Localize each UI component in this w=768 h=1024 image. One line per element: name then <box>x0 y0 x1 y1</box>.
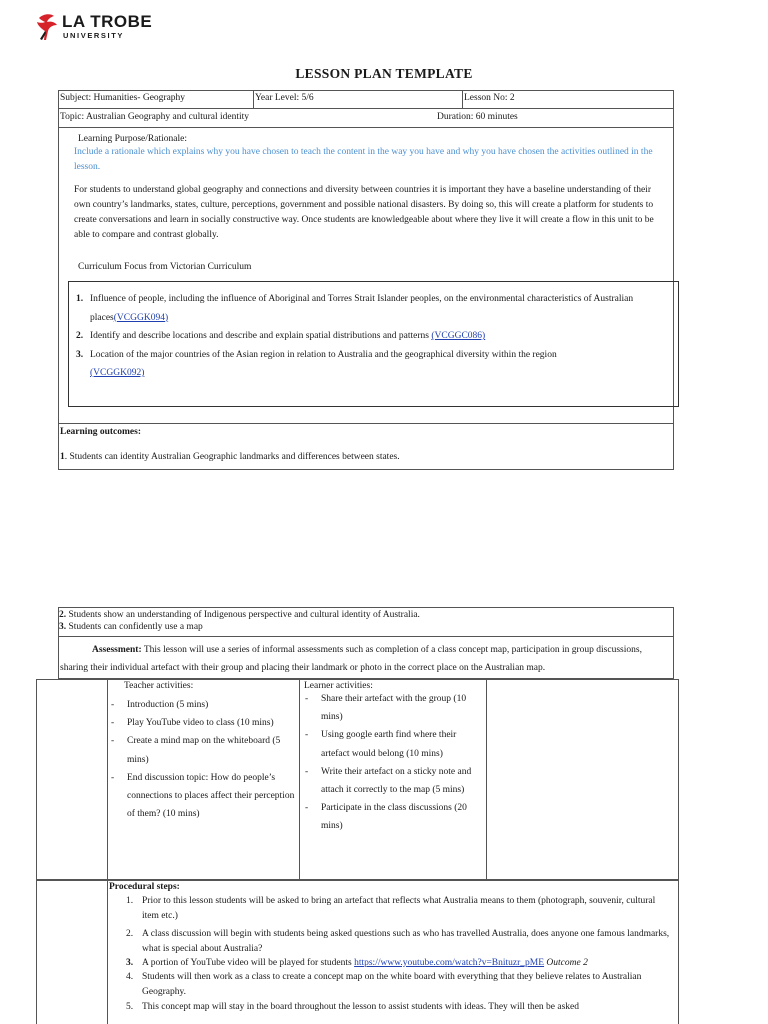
teacher-activities-heading: Teacher activities: <box>124 681 194 691</box>
outcome-item-2: 2. Students show an understanding of Indigenous perspective and cultural identity of Australia. <box>59 610 420 620</box>
list-item: - Share their artefact with the group (10 mins) <box>305 694 467 723</box>
list-item: - Write their artefact on a sticky note and attach it correctly to the map (5 mins) <box>305 766 472 796</box>
outcome-item-1: 1. Students can identity Australian Geographic landmarks and differences between states. <box>60 452 400 462</box>
document-title: LESSON PLAN TEMPLATE <box>295 66 473 81</box>
duration-field: Duration: 60 minutes <box>437 112 518 122</box>
list-item: - End discussion topic: How do people’s connections to places affect their perception of them? (10 mins) <box>111 772 295 820</box>
procedure-step: 2. A class discussion will begin with students being asked questions such as who has travelled Australia, does anyone one famous landmarks, what is special about Australia? <box>126 929 670 954</box>
la-trobe-logo-icon <box>36 12 58 42</box>
procedure-step: 5. This concept map will stay in the board throughout the lesson to assist students with ideas. They will then be asked <box>126 1002 580 1012</box>
procedure-step: 3. A portion of YouTube video will be played for students https://www.youtube.com/watch?v=Bnituzr_pME Outcome 2 <box>126 958 588 968</box>
outcome-item-3: 3. Students can confidently use a map <box>59 622 203 632</box>
learner-activities-heading: Learner activities: <box>304 681 373 691</box>
curriculum-item <box>76 327 674 346</box>
item-number: 2. <box>76 331 84 341</box>
curriculum-item <box>76 346 674 383</box>
logo-name: LA TROBE <box>62 12 153 31</box>
list-item: - Create a mind map on the whiteboard (5 mins) <box>111 736 281 765</box>
item-text: Influence of people, including the influence of Aboriginal and Torres Strait Islander peoples, on the environmental characteristics of Australian places <box>90 294 634 323</box>
list-item: - Using google earth find where their artefact would belong (10 mins) <box>305 730 457 759</box>
curriculum-code-link[interactable]: (VCGGC086) <box>431 331 486 341</box>
procedure-step: 1. Prior to this lesson students will be asked to bring an artefact that reflects what Australia means to them (photograph, souvenir, cultural item etc.) <box>126 896 656 921</box>
curriculum-code-link[interactable]: (VCGGK092) <box>90 368 145 378</box>
assessment-text: This lesson will use a series of informal assessments such as completion of a class concept map, participation in group discussions, sharing their individual artefact with their group and placing their landmark or photo in the correct place on the Australian map. <box>60 645 642 673</box>
list-item: - Play YouTube video to class (10 mins) <box>111 718 274 729</box>
item-number: 1. <box>76 294 84 304</box>
outcomes-heading: Learning outcomes: <box>60 427 142 437</box>
curriculum-code-link[interactable]: (VCGGK094) <box>113 312 169 323</box>
curriculum-item <box>76 290 674 327</box>
list-item: - Introduction (5 mins) <box>111 700 209 710</box>
purpose-rationale: For students to understand global geography and connections and diversity between countries it is important they have a baseline understanding of their own country’s landmarks, states, culture, perceptions, government and possible national disasters. By doing so, this will create a platform for students to create conversations and learn in socially constructive way. Once students are knowledgeable about where they live it will create a flow in this unit to be able to compare and contrast globally. <box>74 185 654 240</box>
item-number: 3. <box>76 349 84 360</box>
procedure-step: 4. Students will then work as a class to create a concept map on the white board with everything that they believe relates to Australian Geography. <box>126 972 642 997</box>
purpose-heading: Learning Purpose/Rationale: <box>78 134 187 144</box>
procedure-heading: Procedural steps: <box>109 882 180 892</box>
item-text: Location of the major countries of the Asian region in relation to Australia and the geographical diversity within the region <box>90 349 557 360</box>
youtube-link[interactable]: https://www.youtube.com/watch?v=Bnituzr_pME <box>354 958 545 968</box>
assessment-label: Assessment: <box>92 645 142 655</box>
curriculum-list <box>76 290 674 383</box>
procedure-list <box>126 894 674 1015</box>
purpose-guidance: Include a rationale which explains why you have chosen to teach the content in the way you have and why you have chosen the activities outlined in the lesson. <box>74 147 653 172</box>
teacher-activities-list <box>109 696 297 823</box>
assessment-section <box>60 641 670 677</box>
year-level-field: Year Level: 5/6 <box>255 93 314 103</box>
item-text: Identify and describe locations and describe and explain spatial distributions and patterns <box>90 331 432 341</box>
topic-field: Topic: Australian Geography and cultural identity <box>60 112 250 122</box>
lesson-number-field: Lesson No: 2 <box>464 93 515 103</box>
list-item: - Participate in the class discussions (20 mins) <box>305 803 467 832</box>
curriculum-heading: Curriculum Focus from Victorian Curriculum <box>78 262 252 272</box>
subject-field: Subject: Humanities- Geography <box>60 93 186 103</box>
learner-activities-list <box>303 690 483 836</box>
logo-subtitle: UNIVERSITY <box>63 31 125 40</box>
